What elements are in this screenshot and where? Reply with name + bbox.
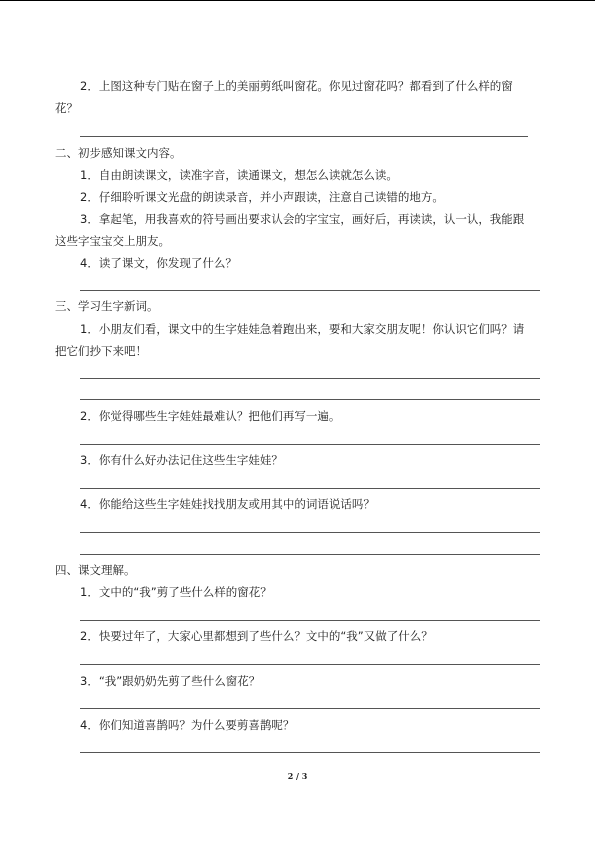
section3-q2: 2．你觉得哪些生字娃娃最难认？把他们再写一遍。 (80, 409, 341, 423)
answer-line[interactable] (80, 290, 540, 291)
section2-item-3: 3．拿起笔，用我喜欢的符号画出要求认会的字宝宝，画好后，再读读，认一认，我能跟 (80, 212, 525, 226)
q1-item2-line2: 花？ (55, 101, 78, 115)
page-number: 2 / 3 (287, 771, 308, 781)
answer-line[interactable] (80, 708, 540, 709)
answer-line[interactable] (80, 752, 540, 753)
answer-line[interactable] (80, 399, 540, 400)
answer-line[interactable] (80, 620, 540, 621)
answer-line[interactable] (80, 532, 540, 533)
answer-line[interactable] (80, 444, 540, 445)
section3-q3: 3．你有什么好办法记住这些生字娃娃？ (80, 453, 283, 467)
answer-line[interactable] (80, 664, 540, 665)
answer-line[interactable] (80, 378, 540, 379)
section4-q2: 2．快要过年了，大家心里都想到了些什么？文中的“我”又做了什么？ (80, 629, 433, 643)
section4-q1: 1．文中的“我”剪了些什么样的窗花？ (80, 585, 272, 599)
answer-line[interactable] (80, 554, 540, 555)
header-rule (0, 0, 595, 1)
section2-heading: 二、初步感知课文内容。 (55, 146, 182, 160)
section4-q4: 4．你们知道喜鹊吗？为什么要剪喜鹊呢？ (80, 718, 295, 732)
section4-q3: 3．“我”跟奶奶先剪了些什么窗花？ (80, 674, 261, 688)
section3-q1-line1: 1．小朋友们看，课文中的生字娃娃急着跑出来，要和大家交朋友呢！你认识它们吗？请 (80, 322, 525, 336)
answer-line[interactable] (80, 488, 540, 489)
section3-heading: 三、学习生字新词。 (55, 299, 159, 313)
section2-item-1: 1．自由朗读课文，读准字音，读通课文，想怎么读就怎么读。 (80, 168, 398, 182)
answer-line[interactable] (80, 136, 528, 137)
section4-heading: 四、课文理解。 (55, 563, 136, 577)
section2-item-2: 2．仔细聆听课文光盘的朗读录音，并小声跟读，注意自己读错的地方。 (80, 190, 444, 204)
section2-item-3-cont: 这些字宝宝交上朋友。 (55, 234, 170, 248)
section3-q1-line2: 把它们抄下来吧！ (55, 344, 147, 358)
section3-q4: 4．你能给这些生字娃娃找找朋友或用其中的词语说话吗？ (80, 497, 375, 511)
section2-item-4: 4．读了课文，你发现了什么？ (80, 256, 237, 270)
q1-item2-line1: 2．上图这种专门贴在窗子上的美丽剪纸叫窗花。你见过窗花吗？都看到了什么样的窗 (80, 79, 513, 93)
